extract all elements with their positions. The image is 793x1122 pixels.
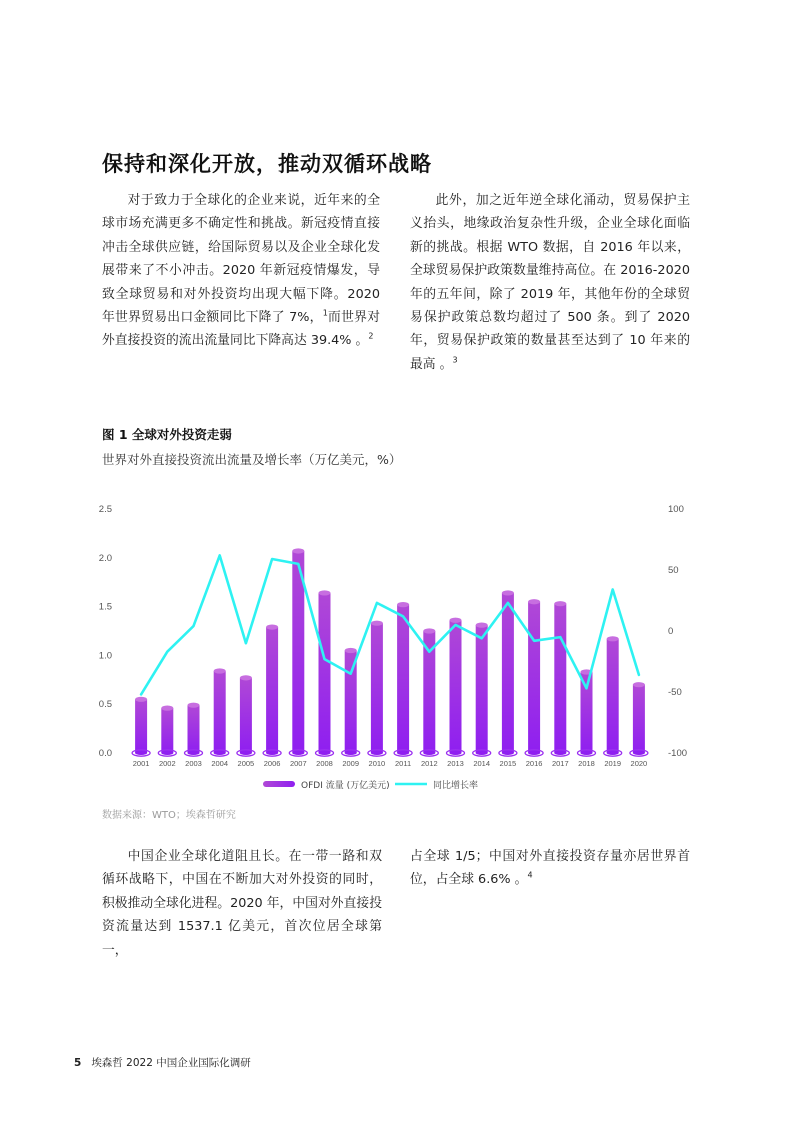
paragraph-4 [410,845,690,892]
bar-top-cap-2002 [161,706,173,711]
bar-base-2006 [266,751,278,755]
x-axis-tick-2014: 2014 [473,759,491,768]
bar-top-cap-2007 [292,548,304,553]
bar-top-cap-2016 [528,599,540,604]
paragraph-1 [102,189,380,353]
footnote-ref-1[interactable]: 1 [322,308,328,318]
legend-growth-label: 同比增长率 [433,781,479,791]
x-axis-tick-2006: 2006 [263,759,281,768]
bar-2014 [476,625,488,753]
bar-top-cap-2013 [450,618,462,623]
x-axis-tick-2007: 2007 [289,759,307,768]
bar-base-2017 [554,751,566,755]
x-axis-tick-2012: 2012 [420,759,438,768]
x-axis-tick-2009: 2009 [342,759,360,768]
bar-base-2007 [292,751,304,755]
bar-2010 [371,623,383,753]
x-axis-tick-2008: 2008 [316,759,333,768]
left-axis-tick-1: 0.5 [98,699,112,711]
bar-top-cap-2020 [633,682,645,687]
figure-title: 图 1 全球对外投资走弱 [102,427,232,442]
bar-2020 [633,685,645,753]
bar-top-cap-2015 [502,590,514,595]
x-axis-tick-2003: 2003 [185,759,202,768]
bar-2012 [423,631,435,753]
footnote-ref-3[interactable]: 3 [452,355,458,365]
bar-base-2012 [423,751,435,755]
bar-2005 [240,678,252,753]
bar-2017 [554,604,566,753]
bar-top-cap-2012 [423,628,435,633]
bar-top-cap-2003 [188,703,200,708]
figure-subtitle: 世界对外直接投资流出流量及增长率（万亿美元，%） [102,452,402,467]
bar-top-cap-2005 [240,675,252,680]
footnote-ref-4[interactable]: 4 [527,871,533,881]
paragraph-3-text: 中国企业全球化道阻且长。在一带一路和双循环战略下，中国在不断加大对外投资的同时，积极推动全球化进程。2020 年，中国对外直接投资流量达到 1537.1 亿美元，首次位居全球第一， [102,849,382,958]
bar-top-cap-2004 [214,668,226,673]
left-axis-tick-4: 2.0 [98,552,112,564]
x-axis-tick-2002: 2002 [158,759,176,768]
x-axis-tick-2010: 2010 [368,759,386,768]
paragraph-1-text-cont: 而世界对外直接投资的流出流量同比下降高达 39.4% 。 [102,310,380,349]
bar-top-cap-2010 [371,621,383,626]
left-axis-tick-5: 2.5 [98,504,112,515]
x-axis-tick-2017: 2017 [551,759,569,768]
bar-base-2014 [476,751,488,755]
x-axis-tick-2019: 2019 [604,759,622,768]
bar-2003 [188,705,200,753]
bar-2016 [528,602,540,753]
bar-base-2002 [161,751,173,755]
bar-base-2011 [397,751,409,755]
left-axis-tick-0: 0.0 [98,748,112,759]
bar-2015 [502,593,514,753]
right-axis-tick-1: -50 [668,687,682,698]
x-axis-tick-2004: 2004 [211,759,229,768]
bar-base-2009 [345,751,357,755]
bar-top-cap-2017 [554,601,566,606]
legend-bar-swatch [263,781,295,787]
bar-top-cap-2009 [345,648,357,653]
x-axis-tick-2013: 2013 [447,759,464,768]
bar-2011 [397,605,409,753]
bar-base-2004 [214,751,226,755]
page-footer [74,1055,251,1070]
x-axis-tick-2001: 2001 [132,759,150,768]
bar-top-cap-2011 [397,602,409,607]
x-axis-tick-2020: 2020 [630,759,648,768]
right-axis-tick-4: 100 [668,504,684,515]
paragraph-2 [410,189,690,376]
right-axis-tick-3: 50 [668,565,679,576]
paragraph-2-text: 此外，加之近年逆全球化涌动，贸易保护主义抬头，地缘政治复杂性升级，企业全球化面临新的挑战。根据 WTO 数据，自 2016 年以来，全球贸易保护政策数量维持高位。在 2016-2020 年的五年间，除了 2019 年，其他年份的全球贸易保护政策总数均超过了 500 条。到了 2020 年，贸易保护政策的数量甚至达到了 10 年来的最高 。 [410,193,690,372]
bar-base-2015 [502,751,514,755]
x-axis-tick-2011: 2011 [395,759,412,768]
bar-2006 [266,627,278,753]
bar-base-2016 [528,751,540,755]
section-title: 保持和深化开放，推动双循环战略 [102,152,432,176]
x-axis-tick-2018: 2018 [578,759,595,768]
bar-base-2001 [135,751,147,755]
bar-base-2008 [319,751,331,755]
bar-2001 [135,699,147,753]
x-axis-tick-2005: 2005 [237,759,255,768]
paragraph-3 [102,845,382,962]
figure-source: 数据来源：WTO；埃森哲研究 [102,810,236,821]
bar-base-2013 [450,751,462,755]
bar-base-2019 [607,751,619,755]
x-axis-tick-2016: 2016 [525,759,543,768]
bar-top-cap-2014 [476,623,488,628]
bar-2008 [319,593,331,753]
bar-base-2018 [581,751,593,755]
bar-base-2005 [240,751,252,755]
legend-ofdi-label: OFDI 流量 (万亿美元) [301,781,390,791]
bar-2019 [607,639,619,753]
bar-base-2020 [633,751,645,755]
right-axis-tick-0: -100 [668,748,688,759]
chart-legend [263,779,478,791]
paragraph-1-text: 对于致力于全球化的企业来说，近年来的全球市场充满更多不确定性和挑战。新冠疫情直接冲击全球供应链，给国际贸易以及企业全球化发展带来了不小冲击。2020 年新冠疫情爆发，导致全球贸易和对外投资均出现大幅下降。2020 年世界贸易出口金额同比下降了 7%， [102,193,380,326]
bar-top-cap-2001 [135,697,147,702]
left-axis-tick-3: 1.5 [98,601,112,613]
x-axis-tick-2015: 2015 [499,759,517,768]
bar-2013 [450,620,462,753]
footnote-ref-2[interactable]: 2 [368,332,374,342]
footer-text: 埃森哲 2022 中国企业国际化调研 [91,1057,251,1069]
bar-top-cap-2019 [607,636,619,641]
bar-base-2003 [188,751,200,755]
bar-top-cap-2006 [266,624,278,629]
ofdi-chart [90,495,700,795]
right-axis-tick-2: 0 [668,626,674,637]
bar-base-2010 [371,751,383,755]
paragraph-4-text: 占全球 1/5；中国对外直接投资存量亦居世界首位，占全球 6.6% 。 [410,849,690,888]
bar-top-cap-2008 [319,590,331,595]
bar-2002 [161,708,173,753]
left-axis-tick-2: 1.0 [98,650,112,662]
bar-2004 [214,671,226,753]
page-number: 5 [74,1057,82,1069]
